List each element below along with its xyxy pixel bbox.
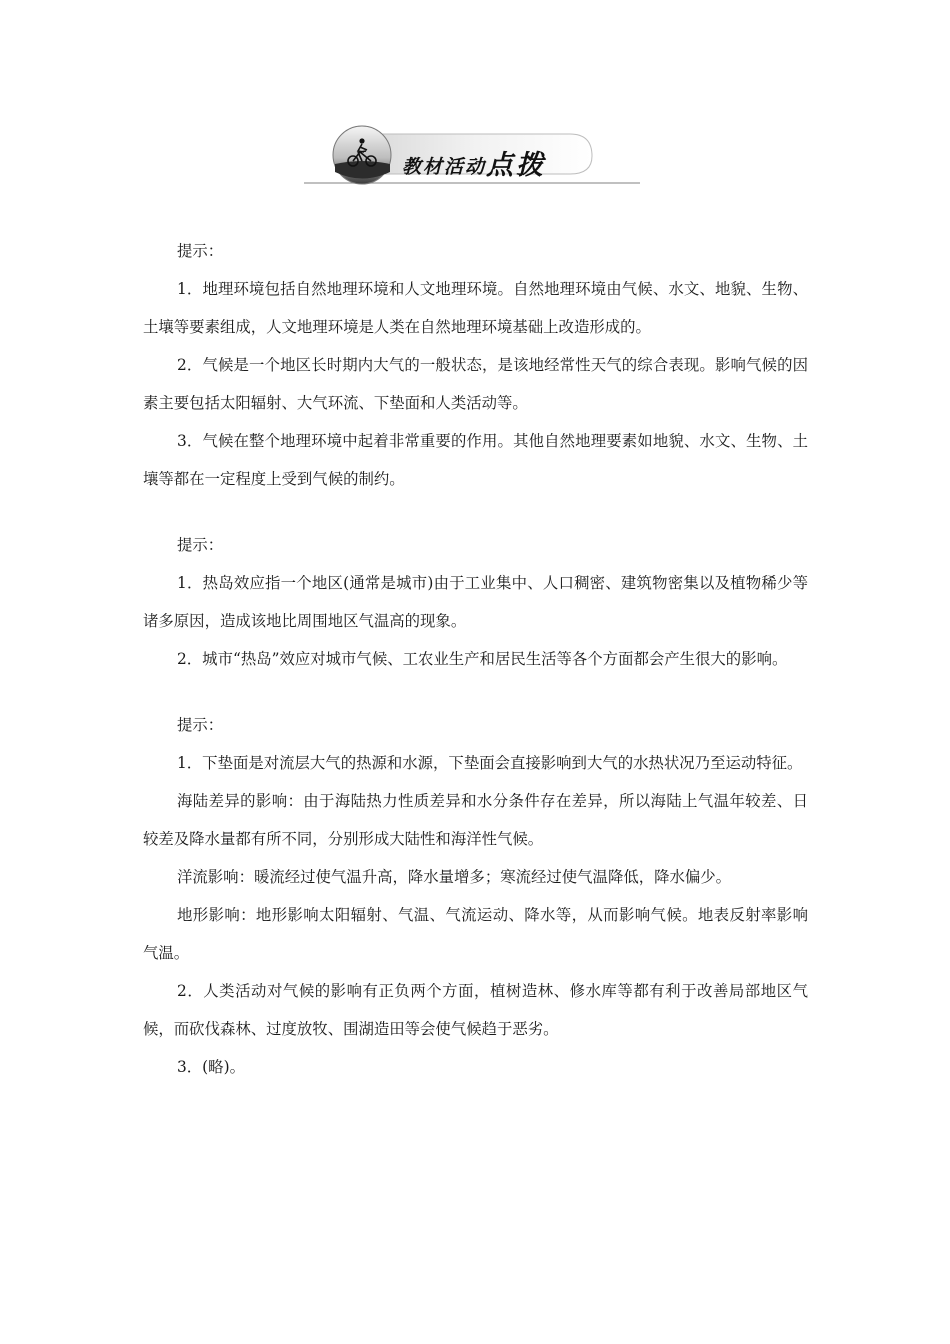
document-body [143,232,808,1086]
paragraph: 地形影响：地形影响太阳辐射、气温、气流运动、降水等，从而影响气候。地表反射率影响气温。 [143,906,808,962]
hint-label: 提示： [177,716,224,734]
banner-title-part2: 点拨 [486,150,547,181]
paragraph: 1．热岛效应指一个地区(通常是城市)由于工业集中、人口稠密、建筑物密集以及植物稀少等诸多原因，造成该地比周围地区气温高的现象。 [143,574,808,630]
paragraph: 2．人类活动对气候的影响有正负两个方面，植树造林、修水库等都有利于改善局部地区气候，而砍伐森林、过度放牧、围湖造田等会使气候趋于恶劣。 [143,982,808,1038]
paragraph: 2．气候是一个地区长时期内大气的一般状态，是该地经常性天气的综合表现。影响气候的因素主要包括太阳辐射、大气环流、下垫面和人类活动等。 [143,356,808,412]
banner-title [402,142,546,181]
paragraph: 海陆差异的影响：由于海陆热力性质差异和水分条件存在差异，所以海陆上气温年较差、日较差及降水量都有所不同，分别形成大陆性和海洋性气候。 [143,792,808,848]
paragraph: 洋流影响：暖流经过使气温升高，降水量增多；寒流经过使气温降低，降水偏少。 [177,868,732,886]
hint-label: 提示： [177,242,224,260]
hint-label: 提示： [177,536,224,554]
paragraph: 1．地理环境包括自然地理环境和人文地理环境。自然地理环境由气候、水文、地貌、生物、土壤等要素组成，人文地理环境是人类在自然地理环境基础上改造形成的。 [143,280,808,336]
hint-section-3 [143,706,808,1086]
paragraph: 2．城市“热岛”效应对城市气候、工农业生产和居民生活等各个方面都会产生很大的影响。 [177,650,788,668]
hint-section-1 [143,232,808,498]
banner-title-part1: 教材活动 [402,156,487,178]
paragraph: 3．(略)。 [177,1058,245,1076]
section-banner [300,122,650,188]
hint-section-2 [143,526,808,678]
paragraph: 1．下垫面是对流层大气的热源和水源，下垫面会直接影响到大气的水热状况乃至运动特征。 [177,754,803,772]
paragraph: 3．气候在整个地理环境中起着非常重要的作用。其他自然地理要素如地貌、水文、生物、土壤等都在一定程度上受到气候的制约。 [143,432,808,488]
